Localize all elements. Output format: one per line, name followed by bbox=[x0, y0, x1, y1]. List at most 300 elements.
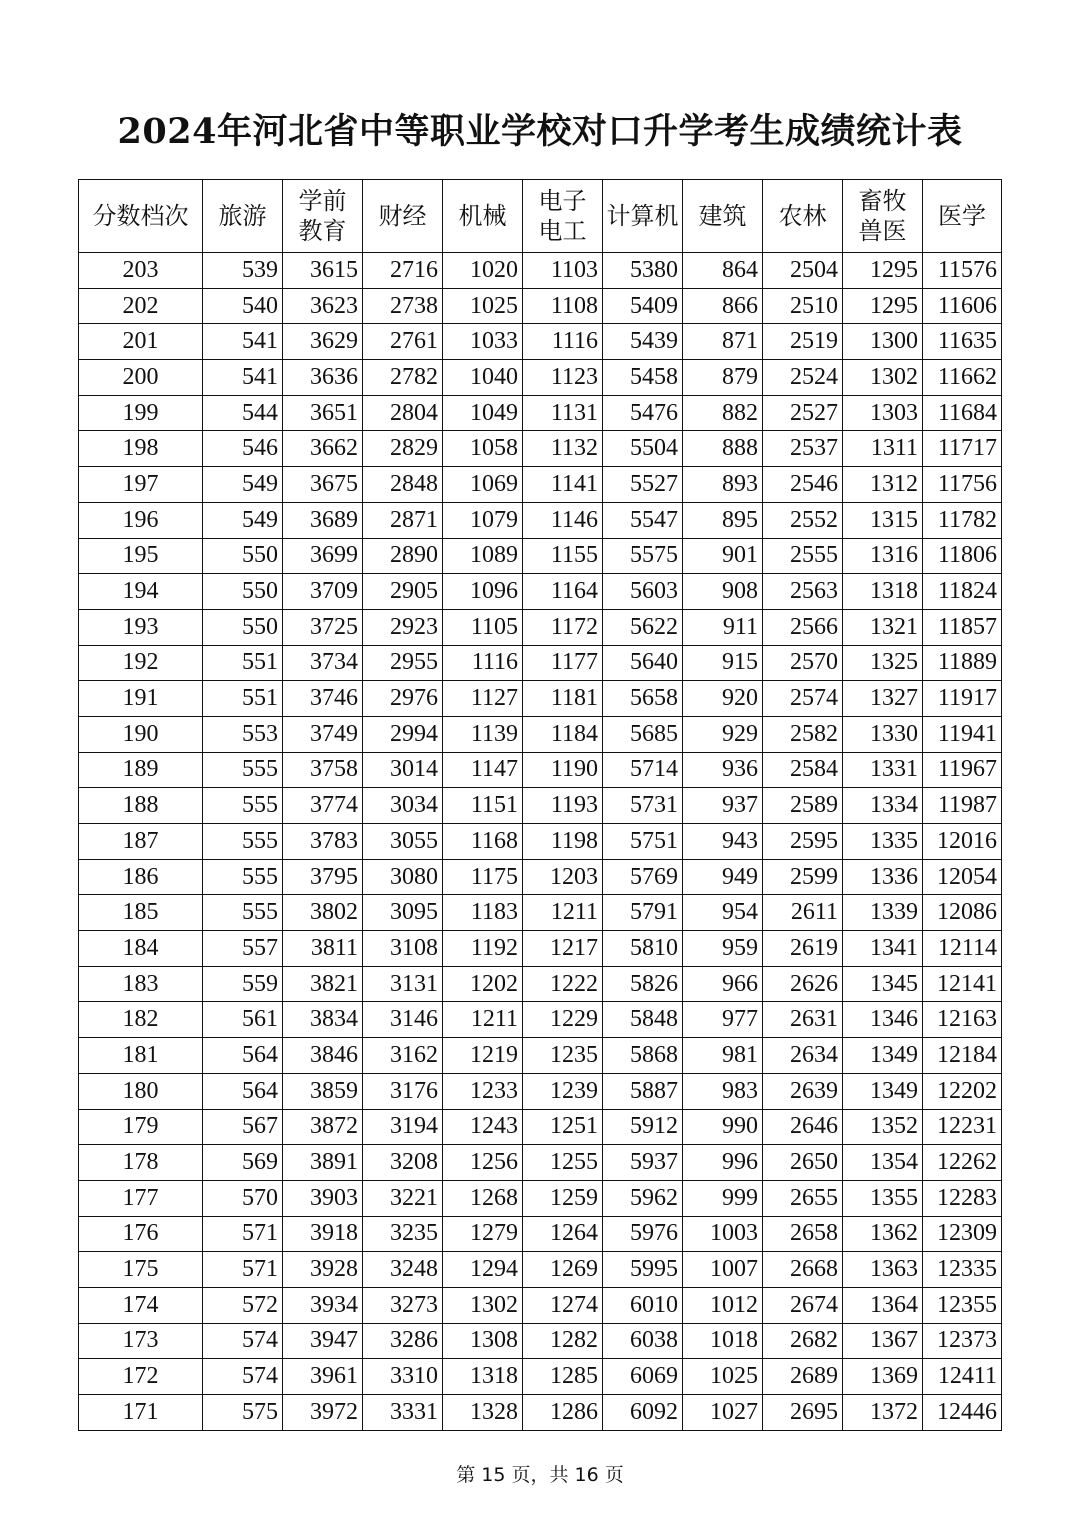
score-level-cell: 188 bbox=[79, 788, 203, 824]
column-header-label: 机械 bbox=[458, 202, 507, 230]
table-row bbox=[79, 395, 1002, 431]
count-cell: 2611 bbox=[763, 895, 843, 931]
count-cell: 555 bbox=[203, 824, 283, 860]
count-cell: 574 bbox=[203, 1323, 283, 1359]
count-cell: 2994 bbox=[363, 716, 443, 752]
count-cell: 1345 bbox=[843, 966, 923, 1002]
count-cell: 1325 bbox=[843, 645, 923, 681]
count-cell: 1318 bbox=[843, 574, 923, 610]
count-cell: 3162 bbox=[363, 1038, 443, 1074]
column-header bbox=[683, 180, 763, 253]
score-level-cell: 183 bbox=[79, 966, 203, 1002]
count-cell: 2524 bbox=[763, 360, 843, 396]
count-cell: 5658 bbox=[603, 681, 683, 717]
count-cell: 3286 bbox=[363, 1323, 443, 1359]
count-cell: 12231 bbox=[923, 1109, 1002, 1145]
count-cell: 1369 bbox=[843, 1359, 923, 1395]
table-row bbox=[79, 752, 1002, 788]
count-cell: 3699 bbox=[283, 538, 363, 574]
table-row bbox=[79, 324, 1002, 360]
table-row bbox=[79, 1002, 1002, 1038]
count-cell: 3675 bbox=[283, 467, 363, 503]
count-cell: 3615 bbox=[283, 253, 363, 289]
count-cell: 1362 bbox=[843, 1216, 923, 1252]
count-cell: 5439 bbox=[603, 324, 683, 360]
score-level-cell: 195 bbox=[79, 538, 203, 574]
count-cell: 541 bbox=[203, 360, 283, 396]
score-level-cell: 190 bbox=[79, 716, 203, 752]
count-cell: 1007 bbox=[683, 1252, 763, 1288]
table-row bbox=[79, 966, 1002, 1002]
count-cell: 871 bbox=[683, 324, 763, 360]
count-cell: 1222 bbox=[523, 966, 603, 1002]
count-cell: 901 bbox=[683, 538, 763, 574]
count-cell: 12262 bbox=[923, 1145, 1002, 1181]
page-title: 2024年河北省中等职业学校对口升学考生成绩统计表 bbox=[117, 111, 963, 152]
table-row bbox=[79, 1359, 1002, 1395]
score-level-cell: 173 bbox=[79, 1323, 203, 1359]
count-cell: 2923 bbox=[363, 609, 443, 645]
count-cell: 2655 bbox=[763, 1180, 843, 1216]
column-header-label: 建筑 bbox=[698, 202, 747, 230]
table-row bbox=[79, 1216, 1002, 1252]
count-cell: 3891 bbox=[283, 1145, 363, 1181]
count-cell: 1349 bbox=[843, 1073, 923, 1109]
count-cell: 1219 bbox=[443, 1038, 523, 1074]
count-cell: 2782 bbox=[363, 360, 443, 396]
count-cell: 1315 bbox=[843, 502, 923, 538]
count-cell: 920 bbox=[683, 681, 763, 717]
count-cell: 5769 bbox=[603, 859, 683, 895]
count-cell: 1335 bbox=[843, 824, 923, 860]
count-cell: 12373 bbox=[923, 1323, 1002, 1359]
table-row bbox=[79, 931, 1002, 967]
score-level-cell: 196 bbox=[79, 502, 203, 538]
count-cell: 3972 bbox=[283, 1395, 363, 1431]
score-level-cell: 186 bbox=[79, 859, 203, 895]
count-cell: 1268 bbox=[443, 1180, 523, 1216]
column-header bbox=[283, 180, 363, 253]
count-cell: 3651 bbox=[283, 395, 363, 431]
count-cell: 1372 bbox=[843, 1395, 923, 1431]
count-cell: 1274 bbox=[523, 1287, 603, 1323]
column-header-label: 兽医 bbox=[858, 217, 907, 245]
count-cell: 2582 bbox=[763, 716, 843, 752]
count-cell: 1300 bbox=[843, 324, 923, 360]
count-cell: 557 bbox=[203, 931, 283, 967]
count-cell: 2527 bbox=[763, 395, 843, 431]
count-cell: 1202 bbox=[443, 966, 523, 1002]
count-cell: 2595 bbox=[763, 824, 843, 860]
count-cell: 571 bbox=[203, 1216, 283, 1252]
score-level-cell: 171 bbox=[79, 1395, 203, 1431]
count-cell: 6069 bbox=[603, 1359, 683, 1395]
count-cell: 3310 bbox=[363, 1359, 443, 1395]
count-cell: 12016 bbox=[923, 824, 1002, 860]
count-cell: 1295 bbox=[843, 253, 923, 289]
count-cell: 1089 bbox=[443, 538, 523, 574]
score-level-cell: 175 bbox=[79, 1252, 203, 1288]
count-cell: 3961 bbox=[283, 1359, 363, 1395]
column-header-label: 电子 bbox=[538, 187, 587, 215]
count-cell: 1175 bbox=[443, 859, 523, 895]
count-cell: 3629 bbox=[283, 324, 363, 360]
count-cell: 1346 bbox=[843, 1002, 923, 1038]
column-header-label: 医学 bbox=[938, 202, 986, 230]
count-cell: 6092 bbox=[603, 1395, 683, 1431]
count-cell: 3758 bbox=[283, 752, 363, 788]
count-cell: 3273 bbox=[363, 1287, 443, 1323]
count-cell: 5868 bbox=[603, 1038, 683, 1074]
count-cell: 5409 bbox=[603, 288, 683, 324]
count-cell: 5458 bbox=[603, 360, 683, 396]
count-cell: 5810 bbox=[603, 931, 683, 967]
count-cell: 3903 bbox=[283, 1180, 363, 1216]
count-cell: 1172 bbox=[523, 609, 603, 645]
count-cell: 12054 bbox=[923, 859, 1002, 895]
count-cell: 1058 bbox=[443, 431, 523, 467]
count-cell: 949 bbox=[683, 859, 763, 895]
count-cell: 3918 bbox=[283, 1216, 363, 1252]
score-level-cell: 172 bbox=[79, 1359, 203, 1395]
count-cell: 954 bbox=[683, 895, 763, 931]
count-cell: 549 bbox=[203, 467, 283, 503]
score-level-cell: 198 bbox=[79, 431, 203, 467]
table-row bbox=[79, 1287, 1002, 1323]
count-cell: 888 bbox=[683, 431, 763, 467]
table-row bbox=[79, 859, 1002, 895]
count-cell: 5912 bbox=[603, 1109, 683, 1145]
score-level-cell: 192 bbox=[79, 645, 203, 681]
count-cell: 2619 bbox=[763, 931, 843, 967]
count-cell: 3636 bbox=[283, 360, 363, 396]
count-cell: 5962 bbox=[603, 1180, 683, 1216]
count-cell: 3795 bbox=[283, 859, 363, 895]
count-cell: 3811 bbox=[283, 931, 363, 967]
count-cell: 12283 bbox=[923, 1180, 1002, 1216]
score-level-cell: 187 bbox=[79, 824, 203, 860]
count-cell: 864 bbox=[683, 253, 763, 289]
count-cell: 1151 bbox=[443, 788, 523, 824]
score-level-cell: 194 bbox=[79, 574, 203, 610]
table-row bbox=[79, 681, 1002, 717]
count-cell: 3131 bbox=[363, 966, 443, 1002]
column-header-label: 学前 bbox=[298, 187, 347, 215]
count-cell: 895 bbox=[683, 502, 763, 538]
count-cell: 5995 bbox=[603, 1252, 683, 1288]
count-cell: 983 bbox=[683, 1073, 763, 1109]
count-cell: 3108 bbox=[363, 931, 443, 967]
count-cell: 2674 bbox=[763, 1287, 843, 1323]
table-row bbox=[79, 288, 1002, 324]
count-cell: 5714 bbox=[603, 752, 683, 788]
count-cell: 943 bbox=[683, 824, 763, 860]
count-cell: 5976 bbox=[603, 1216, 683, 1252]
count-cell: 12411 bbox=[923, 1359, 1002, 1395]
count-cell: 2682 bbox=[763, 1323, 843, 1359]
count-cell: 3034 bbox=[363, 788, 443, 824]
count-cell: 1233 bbox=[443, 1073, 523, 1109]
score-statistics-table bbox=[78, 179, 1002, 1431]
column-header bbox=[79, 180, 203, 253]
count-cell: 569 bbox=[203, 1145, 283, 1181]
column-header bbox=[763, 180, 843, 253]
count-cell: 1096 bbox=[443, 574, 523, 610]
count-cell: 1069 bbox=[443, 467, 523, 503]
count-cell: 5640 bbox=[603, 645, 683, 681]
count-cell: 12114 bbox=[923, 931, 1002, 967]
count-cell: 1302 bbox=[843, 360, 923, 396]
count-cell: 1003 bbox=[683, 1216, 763, 1252]
count-cell: 6038 bbox=[603, 1323, 683, 1359]
count-cell: 550 bbox=[203, 574, 283, 610]
table-row bbox=[79, 502, 1002, 538]
column-header-label: 教育 bbox=[298, 217, 347, 245]
count-cell: 1033 bbox=[443, 324, 523, 360]
count-cell: 2658 bbox=[763, 1216, 843, 1252]
count-cell: 12163 bbox=[923, 1002, 1002, 1038]
count-cell: 3055 bbox=[363, 824, 443, 860]
count-cell: 571 bbox=[203, 1252, 283, 1288]
count-cell: 5547 bbox=[603, 502, 683, 538]
count-cell: 1279 bbox=[443, 1216, 523, 1252]
count-cell: 2639 bbox=[763, 1073, 843, 1109]
count-cell: 1269 bbox=[523, 1252, 603, 1288]
count-cell: 3689 bbox=[283, 502, 363, 538]
score-level-cell: 191 bbox=[79, 681, 203, 717]
count-cell: 12141 bbox=[923, 966, 1002, 1002]
count-cell: 1302 bbox=[443, 1287, 523, 1323]
score-level-cell: 177 bbox=[79, 1180, 203, 1216]
count-cell: 575 bbox=[203, 1395, 283, 1431]
count-cell: 12184 bbox=[923, 1038, 1002, 1074]
score-level-cell: 202 bbox=[79, 288, 203, 324]
count-cell: 3928 bbox=[283, 1252, 363, 1288]
table-row bbox=[79, 253, 1002, 289]
count-cell: 1177 bbox=[523, 645, 603, 681]
score-level-cell: 201 bbox=[79, 324, 203, 360]
count-cell: 5791 bbox=[603, 895, 683, 931]
count-cell: 3662 bbox=[283, 431, 363, 467]
count-cell: 3248 bbox=[363, 1252, 443, 1288]
count-cell: 2848 bbox=[363, 467, 443, 503]
count-cell: 1025 bbox=[443, 288, 523, 324]
count-cell: 11717 bbox=[923, 431, 1002, 467]
count-cell: 1259 bbox=[523, 1180, 603, 1216]
count-cell: 555 bbox=[203, 895, 283, 931]
count-cell: 5575 bbox=[603, 538, 683, 574]
count-cell: 2738 bbox=[363, 288, 443, 324]
count-cell: 11967 bbox=[923, 752, 1002, 788]
count-cell: 2716 bbox=[363, 253, 443, 289]
count-cell: 1116 bbox=[523, 324, 603, 360]
score-level-cell: 199 bbox=[79, 395, 203, 431]
count-cell: 1127 bbox=[443, 681, 523, 717]
count-cell: 12446 bbox=[923, 1395, 1002, 1431]
count-cell: 1116 bbox=[443, 645, 523, 681]
column-header-label: 畜牧 bbox=[858, 187, 907, 215]
table-row bbox=[79, 895, 1002, 931]
count-cell: 1123 bbox=[523, 360, 603, 396]
score-statistics-table-container bbox=[78, 179, 1001, 1431]
count-cell: 911 bbox=[683, 609, 763, 645]
score-level-cell: 180 bbox=[79, 1073, 203, 1109]
count-cell: 2976 bbox=[363, 681, 443, 717]
table-row bbox=[79, 574, 1002, 610]
count-cell: 908 bbox=[683, 574, 763, 610]
count-cell: 11635 bbox=[923, 324, 1002, 360]
count-cell: 3749 bbox=[283, 716, 363, 752]
count-cell: 5685 bbox=[603, 716, 683, 752]
count-cell: 1198 bbox=[523, 824, 603, 860]
count-cell: 1108 bbox=[523, 288, 603, 324]
count-cell: 1139 bbox=[443, 716, 523, 752]
column-header bbox=[603, 180, 683, 253]
count-cell: 11806 bbox=[923, 538, 1002, 574]
table-header-row bbox=[79, 180, 1002, 253]
count-cell: 2566 bbox=[763, 609, 843, 645]
count-cell: 5476 bbox=[603, 395, 683, 431]
count-cell: 1255 bbox=[523, 1145, 603, 1181]
table-row bbox=[79, 467, 1002, 503]
count-cell: 1229 bbox=[523, 1002, 603, 1038]
count-cell: 999 bbox=[683, 1180, 763, 1216]
count-cell: 2589 bbox=[763, 788, 843, 824]
count-cell: 2829 bbox=[363, 431, 443, 467]
count-cell: 1020 bbox=[443, 253, 523, 289]
count-cell: 2871 bbox=[363, 502, 443, 538]
count-cell: 551 bbox=[203, 645, 283, 681]
table-body bbox=[79, 253, 1002, 1431]
count-cell: 2563 bbox=[763, 574, 843, 610]
count-cell: 1168 bbox=[443, 824, 523, 860]
count-cell: 5380 bbox=[603, 253, 683, 289]
count-cell: 1321 bbox=[843, 609, 923, 645]
count-cell: 1367 bbox=[843, 1323, 923, 1359]
table-row bbox=[79, 1073, 1002, 1109]
count-cell: 541 bbox=[203, 324, 283, 360]
count-cell: 561 bbox=[203, 1002, 283, 1038]
count-cell: 3014 bbox=[363, 752, 443, 788]
count-cell: 2546 bbox=[763, 467, 843, 503]
score-level-cell: 203 bbox=[79, 253, 203, 289]
count-cell: 2634 bbox=[763, 1038, 843, 1074]
score-level-cell: 200 bbox=[79, 360, 203, 396]
count-cell: 12335 bbox=[923, 1252, 1002, 1288]
count-cell: 990 bbox=[683, 1109, 763, 1145]
count-cell: 3623 bbox=[283, 288, 363, 324]
count-cell: 3802 bbox=[283, 895, 363, 931]
count-cell: 3080 bbox=[363, 859, 443, 895]
count-cell: 3095 bbox=[363, 895, 443, 931]
count-cell: 1190 bbox=[523, 752, 603, 788]
count-cell: 2689 bbox=[763, 1359, 843, 1395]
column-header-label: 农林 bbox=[778, 202, 827, 230]
count-cell: 5848 bbox=[603, 1002, 683, 1038]
count-cell: 11782 bbox=[923, 502, 1002, 538]
count-cell: 570 bbox=[203, 1180, 283, 1216]
count-cell: 2552 bbox=[763, 502, 843, 538]
count-cell: 3746 bbox=[283, 681, 363, 717]
count-cell: 3783 bbox=[283, 824, 363, 860]
count-cell: 564 bbox=[203, 1038, 283, 1074]
count-cell: 549 bbox=[203, 502, 283, 538]
count-cell: 11941 bbox=[923, 716, 1002, 752]
count-cell: 1155 bbox=[523, 538, 603, 574]
table-row bbox=[79, 1109, 1002, 1145]
column-header-label: 计算机 bbox=[606, 202, 679, 230]
count-cell: 11987 bbox=[923, 788, 1002, 824]
count-cell: 893 bbox=[683, 467, 763, 503]
count-cell: 996 bbox=[683, 1145, 763, 1181]
count-cell: 1211 bbox=[523, 895, 603, 931]
count-cell: 1105 bbox=[443, 609, 523, 645]
count-cell: 564 bbox=[203, 1073, 283, 1109]
table-row bbox=[79, 1145, 1002, 1181]
count-cell: 1316 bbox=[843, 538, 923, 574]
table-row bbox=[79, 431, 1002, 467]
count-cell: 981 bbox=[683, 1038, 763, 1074]
count-cell: 3221 bbox=[363, 1180, 443, 1216]
count-cell: 5731 bbox=[603, 788, 683, 824]
count-cell: 1294 bbox=[443, 1252, 523, 1288]
count-cell: 574 bbox=[203, 1359, 283, 1395]
count-cell: 977 bbox=[683, 1002, 763, 1038]
count-cell: 1312 bbox=[843, 467, 923, 503]
page-footer bbox=[0, 1460, 1080, 1487]
count-cell: 5826 bbox=[603, 966, 683, 1002]
count-cell: 1318 bbox=[443, 1359, 523, 1395]
count-cell: 1352 bbox=[843, 1109, 923, 1145]
column-header bbox=[203, 180, 283, 253]
score-level-cell: 182 bbox=[79, 1002, 203, 1038]
count-cell: 550 bbox=[203, 538, 283, 574]
count-cell: 5751 bbox=[603, 824, 683, 860]
count-cell: 937 bbox=[683, 788, 763, 824]
count-cell: 966 bbox=[683, 966, 763, 1002]
page-number-text: 第 15 页，共 16 页 bbox=[456, 1464, 624, 1486]
score-level-cell: 176 bbox=[79, 1216, 203, 1252]
column-header bbox=[523, 180, 603, 253]
count-cell: 1264 bbox=[523, 1216, 603, 1252]
count-cell: 959 bbox=[683, 931, 763, 967]
count-cell: 11576 bbox=[923, 253, 1002, 289]
count-cell: 2631 bbox=[763, 1002, 843, 1038]
count-cell: 1025 bbox=[683, 1359, 763, 1395]
count-cell: 2510 bbox=[763, 288, 843, 324]
table-row bbox=[79, 788, 1002, 824]
count-cell: 1040 bbox=[443, 360, 523, 396]
count-cell: 12086 bbox=[923, 895, 1002, 931]
count-cell: 1141 bbox=[523, 467, 603, 503]
count-cell: 1217 bbox=[523, 931, 603, 967]
count-cell: 3859 bbox=[283, 1073, 363, 1109]
count-cell: 1131 bbox=[523, 395, 603, 431]
count-cell: 1354 bbox=[843, 1145, 923, 1181]
count-cell: 3331 bbox=[363, 1395, 443, 1431]
count-cell: 3947 bbox=[283, 1323, 363, 1359]
count-cell: 11684 bbox=[923, 395, 1002, 431]
count-cell: 1049 bbox=[443, 395, 523, 431]
count-cell: 3176 bbox=[363, 1073, 443, 1109]
count-cell: 1330 bbox=[843, 716, 923, 752]
count-cell: 1364 bbox=[843, 1287, 923, 1323]
count-cell: 1132 bbox=[523, 431, 603, 467]
count-cell: 3734 bbox=[283, 645, 363, 681]
column-header bbox=[443, 180, 523, 253]
score-level-cell: 189 bbox=[79, 752, 203, 788]
table-row bbox=[79, 1252, 1002, 1288]
